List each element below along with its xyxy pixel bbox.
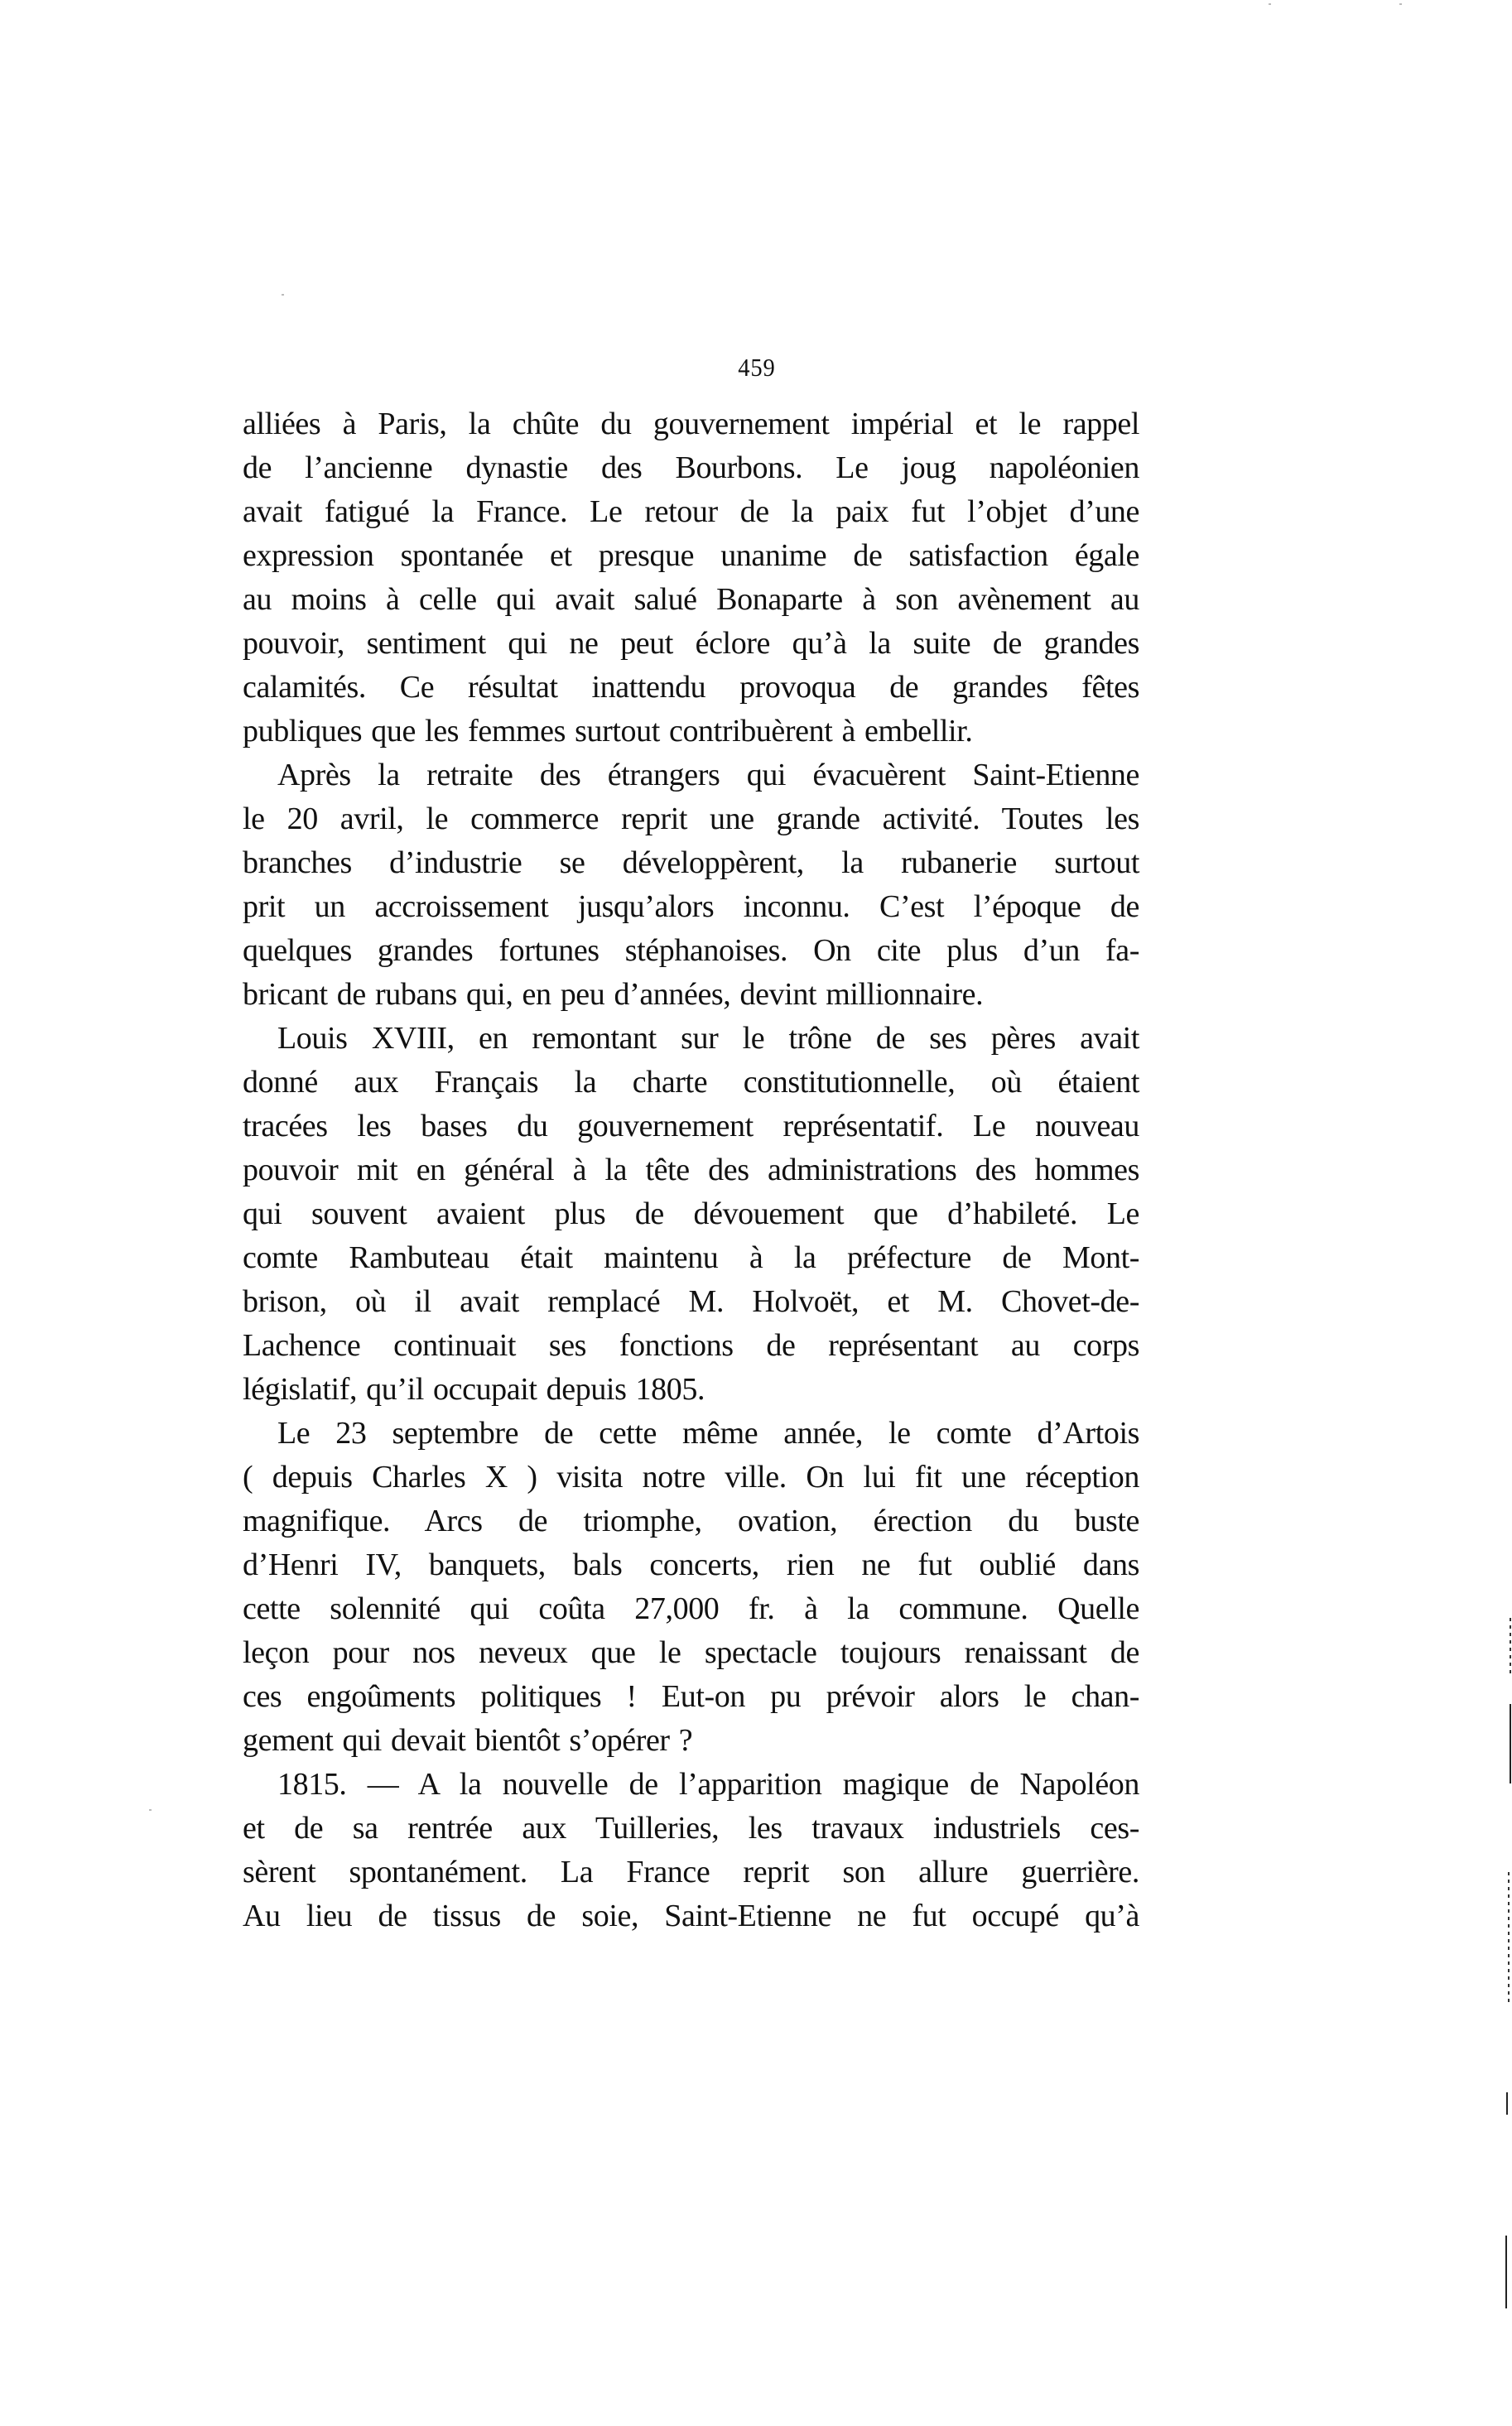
scan-speck	[1269, 3, 1271, 5]
text-line: publiques que les femmes surtout contribuèrent à embellir.	[243, 714, 973, 748]
text-line: expression spontanée et presque unanime de satisfaction égale	[243, 538, 1139, 573]
scan-edge-artifact	[1506, 2092, 1508, 2115]
body-text	[243, 402, 1139, 1938]
text-line: d’Henri IV, banquets, bals concerts, rien ne fut oublié dans	[243, 1548, 1139, 1582]
text-line: alliées à Paris, la chûte du gouvernement impérial et le rappel	[243, 407, 1139, 441]
text-line: brison, où il avait remplacé M. Holvoët, et M. Chovet-de-	[243, 1284, 1139, 1319]
paragraph-2	[243, 753, 1139, 1017]
text-line: pouvoir, sentiment qui ne peut éclore qu’à la suite de grandes	[243, 626, 1139, 661]
text-line: donné aux Français la charte constitutionnelle, où étaient	[243, 1065, 1139, 1100]
text-line: branches d’industrie se développèrent, la rubanerie surtout	[243, 845, 1139, 880]
text-line: avait fatigué la France. Le retour de la paix fut l’objet d’une	[243, 494, 1139, 529]
text-line: qui souvent avaient plus de dévouement que d’habileté. Le	[243, 1196, 1139, 1231]
text-line: Le 23 septembre de cette même année, le comte d’Artois	[277, 1416, 1139, 1451]
text-line: tracées les bases du gouvernement représentatif. Le nouveau	[243, 1109, 1139, 1143]
text-line: bricant de rubans qui, en peu d’années, devint millionnaire.	[243, 977, 984, 1012]
page-number	[55, 351, 1447, 384]
scan-edge-artifact	[1510, 1618, 1511, 1676]
scan-speck	[1399, 3, 1402, 5]
page-number-text: 459	[738, 353, 776, 382]
text-line: ( depuis Charles X ) visita notre ville. On lui fit une réception	[243, 1460, 1139, 1495]
text-line: au moins à celle qui avait salué Bonaparte à son avènement au	[243, 582, 1139, 617]
text-line: calamités. Ce résultat inattendu provoqua de grandes fêtes	[243, 670, 1139, 705]
text-line: Louis XVIII, en remontant sur le trône de ses pères avait	[277, 1021, 1139, 1056]
scan-edge-artifact	[1508, 1872, 1510, 2006]
text-line: 1815. — A la nouvelle de l’apparition magique de Napoléon	[277, 1767, 1139, 1802]
text-line: Lachence continuait ses fonctions de représentant au corps	[243, 1328, 1139, 1363]
text-line: cette solennité qui coûta 27,000 fr. à la commune. Quelle	[243, 1591, 1139, 1626]
text-line: et de sa rentrée aux Tuilleries, les travaux industriels ces-	[243, 1811, 1139, 1846]
text-line: de l’ancienne dynastie des Bourbons. Le joug napoléonien	[243, 450, 1139, 485]
text-line: sèrent spontanément. La France reprit son allure guerrière.	[243, 1855, 1139, 1889]
text-line: magnifique. Arcs de triomphe, ovation, érection du buste	[243, 1504, 1139, 1538]
scan-edge-artifact	[1505, 2236, 1507, 2308]
text-line: ces engoûments politiques ! Eut-on pu prévoir alors le chan-	[243, 1679, 1139, 1714]
text-line: le 20 avril, le commerce reprit une grande activité. Toutes les	[243, 801, 1139, 836]
text-line: gement qui devait bientôt s’opérer ?	[243, 1723, 693, 1758]
text-line: Après la retraite des étrangers qui évacuèrent Saint-Etienne	[277, 758, 1139, 792]
text-line: prit un accroissement jusqu’alors inconnu. C’est l’époque de	[243, 889, 1139, 924]
text-line: Au lieu de tissus de soie, Saint-Etienne ne fut occupé qu’à	[243, 1899, 1139, 1933]
paragraph-3	[243, 1017, 1139, 1412]
text-line: législatif, qu’il occupait depuis 1805.	[243, 1372, 705, 1407]
paragraph-5	[243, 1763, 1139, 1938]
paragraph-1	[243, 402, 1139, 753]
text-line: pouvoir mit en général à la tête des administrations des hommes	[243, 1153, 1139, 1187]
scan-speck	[149, 1809, 152, 1811]
scan-speck	[282, 294, 284, 296]
text-line: leçon pour nos neveux que le spectacle toujours renaissant de	[243, 1635, 1139, 1670]
paragraph-4	[243, 1412, 1139, 1763]
text-line: quelques grandes fortunes stéphanoises. On cite plus d’un fa-	[243, 933, 1139, 968]
scan-edge-artifact	[1510, 1704, 1511, 1783]
text-line: comte Rambuteau était maintenu à la préfecture de Mont-	[243, 1240, 1139, 1275]
